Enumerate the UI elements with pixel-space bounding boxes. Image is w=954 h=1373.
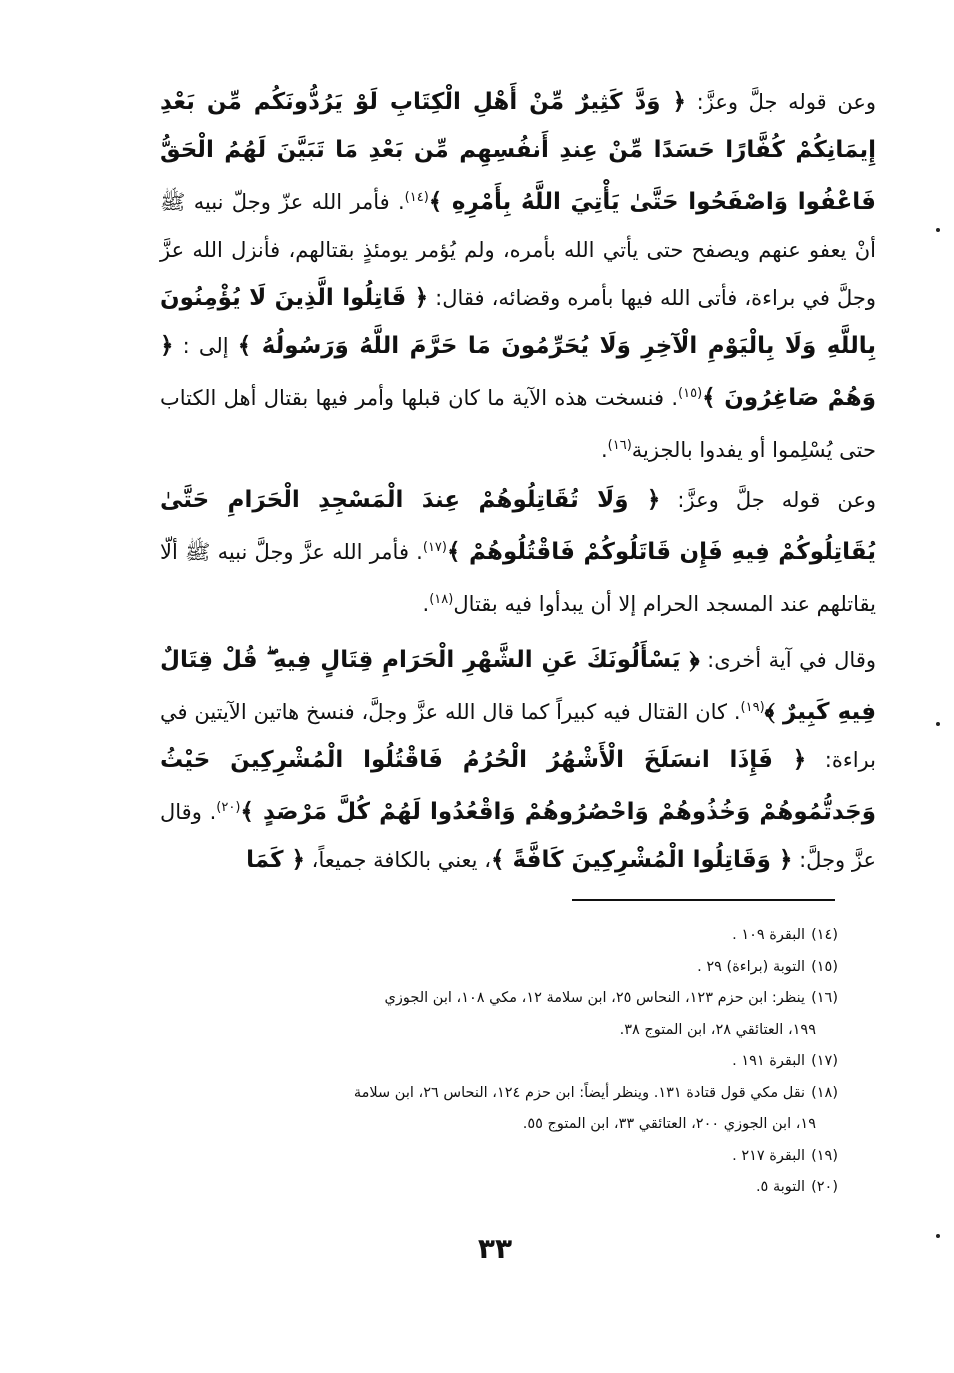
paragraph-3-text: ، يعني بالكافة جميعاً، xyxy=(304,848,491,872)
footnote-text: البقرة ٢١٧ . xyxy=(732,1147,806,1164)
footnote-ref: (١٥) xyxy=(678,386,703,401)
paragraph-2-end: . xyxy=(422,592,430,616)
footnote-continuation: ١٩، ابن الجوزي ٢٠٠، العتائقي ٣٣، ابن المتوج ٥٥. xyxy=(522,1116,816,1132)
quran-quote: ﴿ وَلَا تُقَاتِلُوهُمْ عِندَ الْمَسْجِدِ الْحَرَامِ حَتَّىٰ يُقَاتِلُوكُمْ فِيهِ فَإِن قَاتَلُوكُمْ فَاقْتُلُوهُمْ ﴾ xyxy=(160,487,876,565)
paragraph-3-intro: وقال في آية أخرى: xyxy=(699,648,876,672)
margin-speck xyxy=(936,722,940,726)
footnotes-list xyxy=(160,920,838,1204)
footnote-ref: (١٧) xyxy=(422,540,447,555)
footnote-item xyxy=(160,1172,838,1204)
footnote-continuation: ١٩٩، العتائقي ٢٨، ابن المتوج ٣٨. xyxy=(619,1021,816,1038)
footnote-item xyxy=(160,1078,838,1141)
quran-quote: ﴿ فَإِذَا انسَلَخَ الْأَشْهُرُ الْحُرُمُ فَاقْتُلُوا الْمُشْرِكِينَ حَيْثُ وَجَدتُّمُوهُمْ وَخُذُوهُمْ وَاحْصُرُوهُمْ وَاقْعُدُوا لَهُمْ كُلَّ مَرْصَدٍ ﴾ xyxy=(160,747,876,825)
paragraph-1 xyxy=(160,78,876,474)
footnote-number: (١٧) xyxy=(811,1053,838,1069)
footnote-number: (١٤) xyxy=(811,927,838,943)
footnote-item xyxy=(160,1141,838,1173)
paragraph-1-text: . فنسخت هذه الآية ما كان قبلها وأمر فيها بقتال أهل الكتاب حتى يُسْلِموا أو يفدوا بالجزية xyxy=(160,386,876,462)
paragraph-3-text: . وقال عزَّ وجلَّ: xyxy=(160,800,876,872)
footnote-item xyxy=(160,920,838,952)
paragraph-1-text: . فأمر الله عزّ وجلّ نبيه ﷺ أنْ يعفو عنهم ويصفح حتى يأتي الله بأمره، ولم يُؤمر يومئذٍ بقتالهم، فأنزل الله عزَّ وجلَّ في براءة، فأتى الله فيها بأمره وقضائه، فقال: xyxy=(160,190,876,310)
page-number: ٣٣ xyxy=(477,1232,513,1265)
paragraph-1-text: إلى : xyxy=(173,334,238,358)
footnote-text: نقل مكي قول قتادة ١٣١. وينظر أيضاً: ابن حزم ١٢٤، النحاس ٢٦، ابن سلامة xyxy=(353,1084,806,1101)
footnote-ref: (٢٠) xyxy=(216,800,241,815)
footnote-item xyxy=(160,1046,838,1078)
footnote-ref: (١٨) xyxy=(429,592,454,607)
paragraph-1-intro: وعن قوله جلَّ وعزَّ: xyxy=(686,90,876,114)
footnote-ref: (١٩) xyxy=(740,700,765,715)
paragraph-2-intro: وعن قوله جلَّ وعزَّ: xyxy=(660,488,876,512)
footnote-text: التوبة (براءة) ٢٩ . xyxy=(697,958,806,975)
paragraph-3-text: . كان القتال فيه كبيراً كما قال الله عزَّ وجلَّ، فنسخ هاتين الآيتين في براءة: xyxy=(160,700,876,772)
margin-speck xyxy=(936,228,940,232)
footnote-number: (١٨) xyxy=(811,1084,838,1101)
footnote-text: ينظر: ابن حزم ١٢٣، النحاس ٢٥، ابن سلامة ١٢، مكي ١٠٨، ابن الجوزي xyxy=(384,990,806,1006)
quran-quote: ﴿ وَدَّ كَثِيرٌ مِّنْ أَهْلِ الْكِتَابِ لَوْ يَرُدُّونَكُم مِّن بَعْدِ إِيمَانِكُمْ كُفَّارًا حَسَدًا مِّنْ عِندِ أَنفُسِهِم مِّن بَعْدِ مَا تَبَيَّنَ لَهُمُ الْحَقُّ فَاعْفُوا وَاصْفَحُوا حَتَّىٰ يَأْتِيَ اللَّهُ بِأَمْرِهِ ﴾ xyxy=(160,89,876,215)
margin-speck xyxy=(936,1234,940,1238)
footnote-number: (١٦) xyxy=(811,990,838,1006)
quran-quote: ﴿ وَقَاتِلُوا الْمُشْرِكِينَ كَافَّةً ﴾ xyxy=(490,847,793,873)
footnote-number: (٢٠) xyxy=(811,1179,838,1195)
footnote-item xyxy=(160,983,838,1046)
footnote-text: التوبة ٥. xyxy=(755,1179,806,1195)
footnote-item xyxy=(160,952,838,984)
footnote-text: البقرة ١٩١ . xyxy=(732,1053,806,1069)
quran-quote: ﴿ يَسْأَلُونَكَ عَنِ الشَّهْرِ الْحَرَامِ قِتَالٍ فِيهِ ۖ قُلْ قِتَالٌ فِيهِ كَبِيرٌ ﴾ xyxy=(160,647,877,725)
paragraph-2-text: . فأمر الله عزَّ وجلَّ نبيه ﷺ ألّا يقاتلهم عند المسجد الحرام إلا أن يبدأوا فيه بقتال xyxy=(160,540,876,616)
quran-quote: ﴿ وَهُمْ صَاغِرُونَ ﴾ xyxy=(160,333,876,411)
quran-quote: ﴿ كَمَا xyxy=(246,847,305,873)
footnote-separator xyxy=(572,899,835,901)
footnote-text: البقرة ١٠٩ . xyxy=(732,927,806,943)
footnote-number: (١٩) xyxy=(811,1147,838,1164)
paragraph-3 xyxy=(160,636,876,884)
footnote-ref: (١٤) xyxy=(404,190,429,205)
quran-quote: ﴿ قَاتِلُوا الَّذِينَ لَا يُؤْمِنُونَ بِاللَّهِ وَلَا بِالْيَوْمِ الْآخِرِ وَلَا يُحَرِّمُونَ مَا حَرَّمَ اللَّهُ وَرَسُولُهُ ﴾ xyxy=(160,285,876,359)
footnote-ref: (١٦) xyxy=(607,438,632,453)
paragraph-2 xyxy=(160,476,876,628)
paragraph-1-end: . xyxy=(600,438,608,462)
footnote-number: (١٥) xyxy=(811,958,838,975)
